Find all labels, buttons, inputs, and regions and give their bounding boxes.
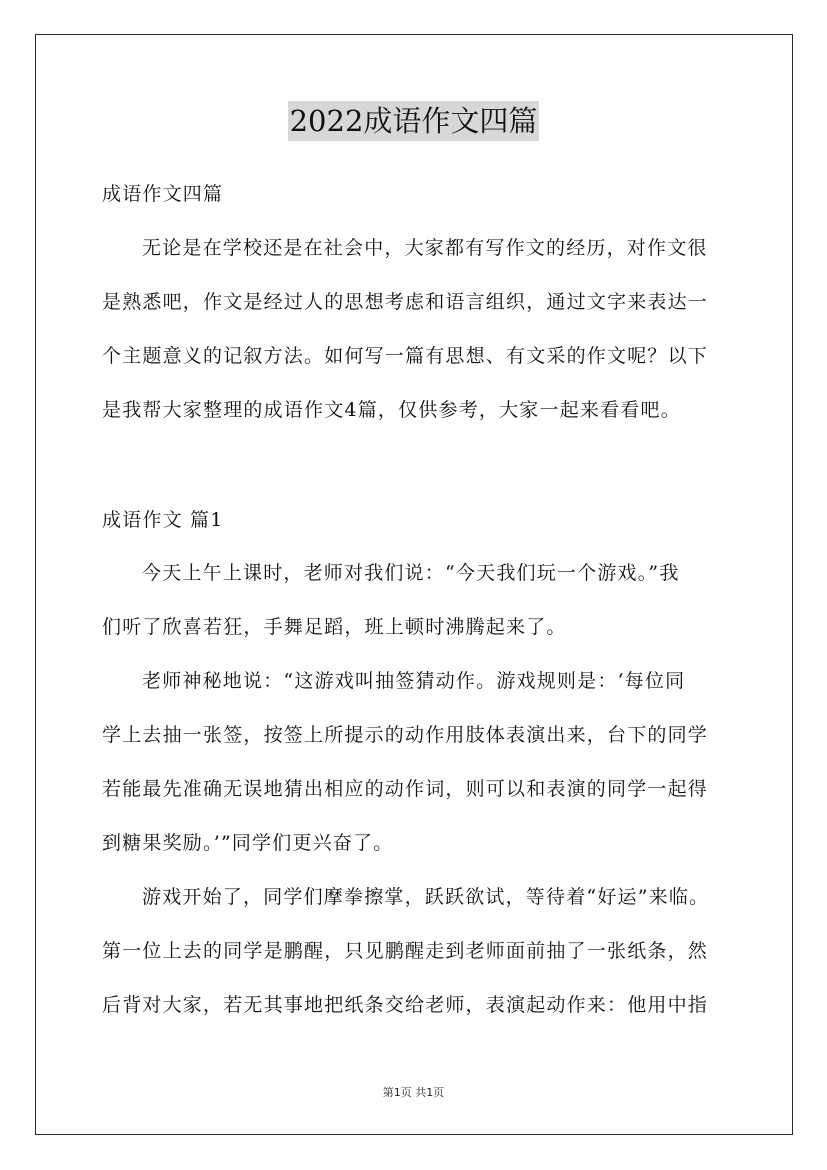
body-line: 老师神秘地说：“这游戏叫抽签猜动作。游戏规则是：‘每位同 [142,670,686,692]
intro-line: 是我帮大家整理的成语作文4篇，仅供参考，大家一起来看看吧。 [102,399,681,421]
intro-line: 是熟悉吧，作文是经过人的思想考虑和语言组织，通过文字来表达一 [102,291,709,313]
document-subtitle: 成语作文四篇 [102,183,224,205]
intro-line: 个主题意义的记叙方法。如何写一篇有思想、有文采的作文呢？以下 [102,345,709,367]
title-container [0,101,827,141]
body-line: 游戏开始了，同学们摩拳擦掌，跃跃欲试，等待着“好运”来临。 [142,886,710,908]
document-title: 2022成语作文四篇 [288,101,540,141]
body-line: 学上去抽一张签，按签上所提示的动作用肢体表演出来，台下的同学 [102,724,709,746]
body-line: 到糖果奖励。’”同学们更兴奋了。 [102,832,394,854]
intro-line: 无论是在学校还是在社会中，大家都有写作文的经历，对作文很 [142,237,708,259]
section-heading: 成语作文 篇1 [102,509,224,531]
body-line: 后背对大家，若无其事地把纸条交给老师，表演起动作来：他用中指 [102,994,709,1016]
page-footer: 第1页 共1页 [382,1086,445,1099]
body-line: 若能最先准确无误地猜出相应的动作词，则可以和表演的同学一起得 [102,778,709,800]
body-line: 第一位上去的同学是鹏醒，只见鹏醒走到老师面前抽了一张纸条，然 [102,940,709,962]
body-line: 们听了欣喜若狂，手舞足蹈，班上顿时沸腾起来了。 [102,616,567,638]
body-line: 今天上午上课时，老师对我们说：“今天我们玩一个游戏。”我 [142,562,680,584]
